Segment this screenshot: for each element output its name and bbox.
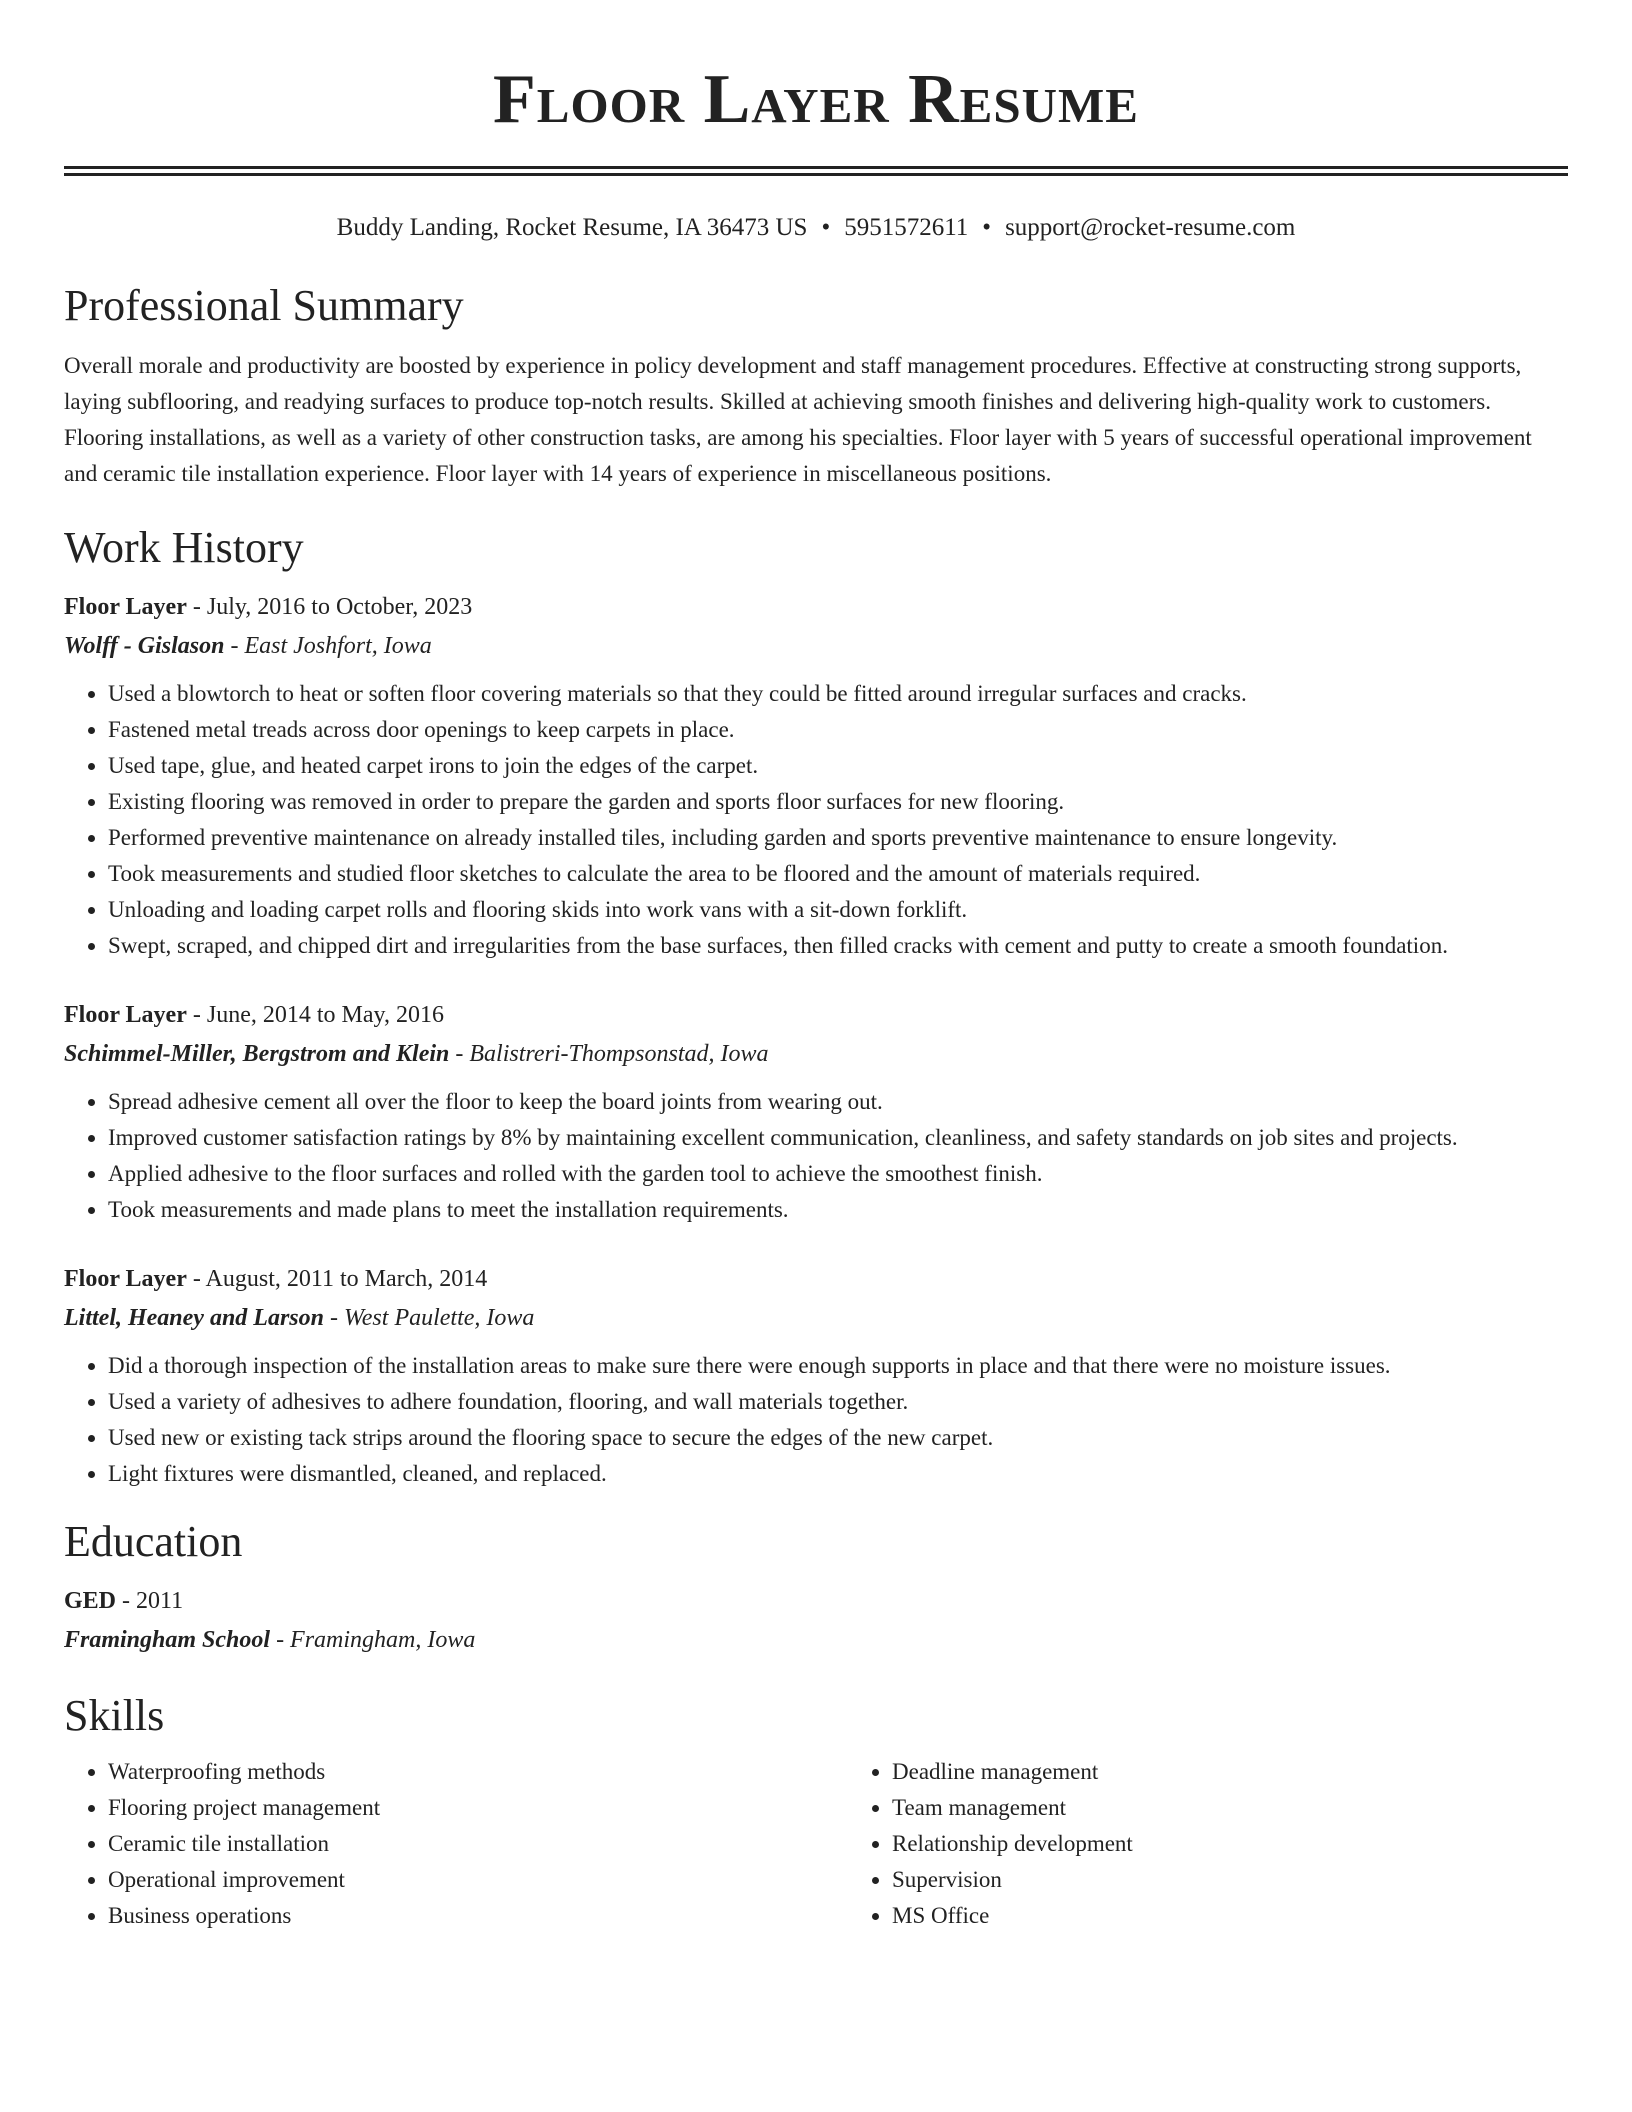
school-location: - Framingham, Iowa (270, 1627, 476, 1653)
list-item: • Did a thorough inspection of the installation areas to make sure there were enough supports in place and that there were no moisture issues. (108, 1348, 1568, 1384)
job-title: Floor Layer (64, 594, 187, 620)
list-item: • Took measurements and studied floor sketches to calculate the area to be floored and the amount of materials required. (108, 856, 1568, 892)
contact-address: Buddy Landing, Rocket Resume, IA 36473 US (336, 214, 808, 241)
skill-item: • Ceramic tile installation (108, 1826, 848, 1862)
list-item: • Unloading and loading carpet rolls and flooring skids into work vans with a sit-down forklift. (108, 892, 1568, 928)
list-item: • Swept, scraped, and chipped dirt and irregularities from the base surfaces, then filled cracks with cement and putty to create a smooth foundation. (108, 928, 1568, 964)
job-dates: - August, 2011 to March, 2014 (186, 1266, 488, 1292)
job-dates: - July, 2016 to October, 2023 (186, 594, 473, 620)
summary-text: Overall morale and productivity are boosted by experience in policy development and staff management procedures. Effective at constructing strong supports, laying subflooring, and readying surfaces to produce top-notch results. Skilled at achieving smooth finishes and delivering high-quality work to customers. Flooring installations, as well as a variety of other construction tasks, are among his specialties. Floor layer with 5 years of successful operational improvement and ceramic tile installation experience. Floor layer with 14 years of experience in miscellaneous positions. (64, 353, 1532, 486)
list-item: • Performed preventive maintenance on already installed tiles, including garden and sports preventive maintenance to ensure longevity. (108, 820, 1568, 856)
degree-line (64, 1582, 1568, 1620)
skill-item: • Business operations (108, 1898, 848, 1934)
skill-item: • Team management (892, 1790, 1133, 1826)
list-item: • Used a variety of adhesives to adhere foundation, flooring, and wall materials together. (108, 1384, 1568, 1420)
job-entry (64, 996, 1568, 1228)
employer-location: - West Paulette, Iowa (324, 1305, 535, 1331)
job-title-line (64, 996, 1568, 1034)
employer-line (64, 626, 1568, 666)
contact-phone: 5951572611 (844, 214, 969, 241)
degree-year: - 2011 (116, 1588, 184, 1614)
job-duties-list (64, 1348, 1568, 1492)
job-dates: - June, 2014 to May, 2016 (186, 1002, 444, 1028)
skills-list-left (64, 1754, 848, 1934)
employer-line (64, 1298, 1568, 1338)
list-item: • Used a blowtorch to heat or soften floor covering materials so that they could be fitted around irregular surfaces and cracks. (108, 676, 1568, 712)
employer-location: - Balistreri-Thompsonstad, Iowa (449, 1041, 769, 1067)
job-duties-list (64, 676, 1568, 964)
job-title: Floor Layer (64, 1002, 187, 1028)
list-item: • Used new or existing tack strips around the flooring space to secure the edges of the new carpet. (108, 1420, 1568, 1456)
education-heading: Education (64, 1517, 243, 1566)
job-entry (64, 588, 1568, 964)
skill-item: • Flooring project management (108, 1790, 848, 1826)
job-duties-list (64, 1084, 1568, 1228)
skill-item: • Relationship development (892, 1826, 1133, 1862)
title-divider (64, 166, 1568, 176)
skills-list-right (848, 1754, 1133, 1934)
school-line (64, 1620, 1568, 1660)
page-title: Floor Layer Resume (493, 61, 1139, 138)
list-item: • Applied adhesive to the floor surfaces and rolled with the garden tool to achieve the smoothest finish. (108, 1156, 1568, 1192)
employer-name: Littel, Heaney and Larson (64, 1305, 324, 1331)
skill-item: • MS Office (892, 1898, 1133, 1934)
skills-heading: Skills (64, 1691, 165, 1740)
list-item: • Improved customer satisfaction ratings by 8% by maintaining excellent communication, cleanliness, and safety standards on job sites and projects. (108, 1120, 1568, 1156)
list-item: • Fastened metal treads across door openings to keep carpets in place. (108, 712, 1568, 748)
job-entry (64, 1260, 1568, 1492)
list-item: • Took measurements and made plans to meet the installation requirements. (108, 1192, 1568, 1228)
contact-separator: • (821, 214, 831, 241)
degree: GED (64, 1588, 117, 1614)
list-item: • Light fixtures were dismantled, cleaned, and replaced. (108, 1456, 1568, 1492)
school-name: Framingham School (64, 1627, 271, 1653)
job-title: Floor Layer (64, 1266, 187, 1292)
list-item: • Used tape, glue, and heated carpet irons to join the edges of the carpet. (108, 748, 1568, 784)
job-title-line (64, 588, 1568, 626)
skill-item: • Deadline management (892, 1754, 1133, 1790)
list-item: • Existing flooring was removed in order to prepare the garden and sports floor surfaces for new flooring. (108, 784, 1568, 820)
contact-email: support@rocket-resume.com (1005, 214, 1296, 241)
employer-name: Schimmel-Miller, Bergstrom and Klein (64, 1041, 450, 1067)
employer-line (64, 1034, 1568, 1074)
contact-line (64, 212, 1568, 244)
employer-location: - East Joshfort, Iowa (224, 633, 432, 659)
skills-grid (64, 1754, 1568, 1934)
work-history-heading: Work History (64, 523, 304, 572)
skill-item: • Supervision (892, 1862, 1133, 1898)
summary-heading: Professional Summary (64, 281, 464, 330)
job-title-line (64, 1260, 1568, 1298)
education-entry (64, 1582, 1568, 1660)
skill-item: • Waterproofing methods (108, 1754, 848, 1790)
list-item: • Spread adhesive cement all over the floor to keep the board joints from wearing out. (108, 1084, 1568, 1120)
employer-name: Wolff - Gislason (64, 633, 225, 659)
contact-separator: • (982, 214, 992, 241)
skill-item: • Operational improvement (108, 1862, 848, 1898)
